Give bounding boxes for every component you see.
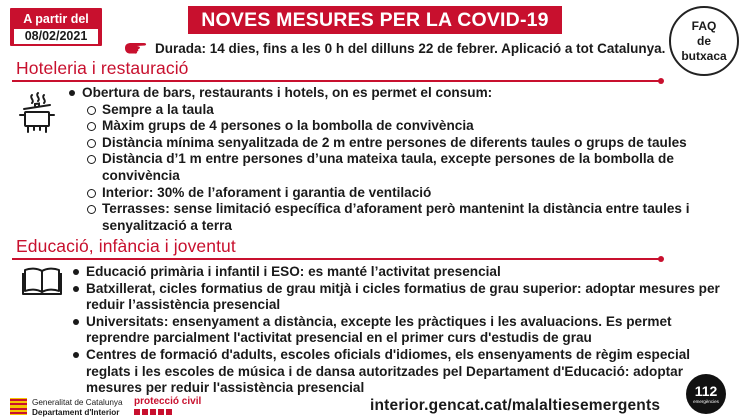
emergency-112-badge [686,374,726,414]
sub-list-item: Sempre a la taula [84,102,716,119]
proteccio-civil-squares-icon [134,409,174,415]
pointing-hand-icon [124,41,148,55]
sub-list-item: Distància mínima senyalitzada de 2 m entre persones de diferents taules o grups de taules [84,135,716,152]
list-item: Batxillerat, cicles formatius de grau mitjà i cicles formatius de grau superior: adoptar mesures per reduir l’assistència presencial [70,281,720,314]
list-item: Universitats: ensenyament a distància, excepte les pràctiques i les avaluacions. Es permet reprendre parcialment l'activitat presencial en el primer curs d'estudis de grau [70,314,720,347]
senyera-icon [10,398,27,415]
list-item [66,85,716,102]
open-book-icon [22,267,62,300]
emergency-label: emergències [693,399,719,404]
department-name: Departament d'Interior [32,407,120,417]
date-badge-label: A partir del [23,12,89,26]
sub-list-item: Interior: 30% de l’aforament i garantia de ventilació [84,185,716,202]
emergency-number: 112 [694,383,718,399]
gencat-name: Generalitat de Catalunya [32,398,123,407]
date-badge [10,8,102,46]
duration-note [124,39,665,57]
sub-list-item: Terrasses: sense limitació específica d’aforament però mantenint la distància entre taules i senyalització a terra [84,201,716,234]
list-item: Educació primària i infantil i ESO: es manté l’activitat presencial [70,264,720,281]
faq-link[interactable] [669,6,739,76]
educacio-list [70,264,720,397]
date-badge-date: 08/02/2021 [14,29,98,44]
cooking-pot-icon [18,91,56,140]
proteccio-civil-logo: protecció civil [134,396,202,407]
faq-label-2: de [696,34,711,48]
section-title-educacio: Educació, infància i joventut [16,236,236,256]
sub-list-item: Màxim grups de 4 persones o la bombolla de convivència [84,118,716,135]
section-title-hoteleria: Hoteleria i restauració [16,58,189,78]
faq-label-1: FAQ [691,19,717,33]
duration-text: Durada: 14 dies, fins a les 0 h del dilluns 22 de febrer. Aplicació a tot Catalunya. [155,40,666,56]
section-divider [12,80,662,82]
website-link[interactable]: interior.gencat.cat/malaltiesemergents [370,397,661,414]
section-divider [12,258,662,260]
page-title: NOVES MESURES PER LA COVID-19 [188,6,562,34]
list-item-text: Obertura de bars, restaurants i hotels, on es permet el consum: [82,85,493,100]
faq-label-3: butxaca [681,49,727,63]
hoteleria-list [66,85,716,234]
sub-list-item: Distància d’1 m entre persones d’una mateixa taula, excepte persones de la bombolla de convivència [84,151,716,184]
list-item: Centres de formació d'adults, escoles oficials d'idiomes, els ensenyaments de règim especial reglats i les escoles de música i de dansa autoritzades pel Departament d'Educació: adoptar mesures per reduir l'assistència presencial [70,347,720,397]
gencat-logo [10,398,123,417]
